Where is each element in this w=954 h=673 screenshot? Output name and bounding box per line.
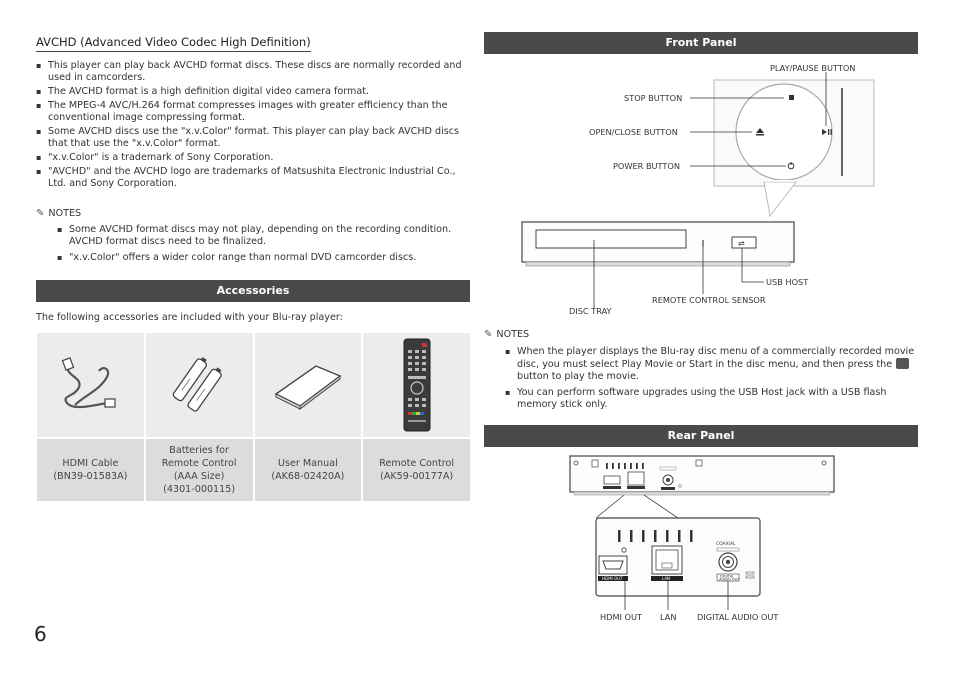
batteries-icon [169, 355, 229, 415]
remote-control-icon [402, 338, 432, 432]
rear-panel-heading: Rear Panel [484, 425, 918, 447]
front-panel-notes-heading [484, 329, 529, 340]
disc-tray-label: DISC TRAY [569, 306, 612, 316]
list-item: ▪ "AVCHD" and the AVCHD logo are trademarks of Matsushita Electronic Industrial Co., Ltd. and Sony Corporation. [36, 166, 468, 190]
notes-heading-label: NOTES [48, 208, 82, 219]
rear-panel-diagram [484, 450, 918, 610]
svg-text:⇌: ⇌ [738, 239, 745, 248]
front-panel-notes-list [505, 346, 919, 415]
list-item: ▪ The AVCHD format is a high definition digital video camera format. [36, 86, 468, 98]
svg-text:DIGITAL: DIGITAL [720, 574, 735, 579]
list-item: ▪ When the player displays the Blu-ray disc menu of a commercially recorded movie disc, you must select Play Movie or Start in the disc menu, and then press the button to play the movie. [505, 346, 919, 383]
usb-host-label: USB HOST [766, 277, 809, 287]
list-item: ▪ You can perform software upgrades using the USB Host jack with a USB flash memory stick only. [505, 387, 919, 411]
remote-sensor-label: REMOTE CONTROL SENSOR [652, 295, 766, 305]
svg-text:COAXIAL: COAXIAL [716, 542, 736, 547]
accessory-item [146, 333, 253, 501]
avchd-bullet-list [36, 60, 468, 192]
accessory-image [363, 333, 470, 437]
accessory-item [363, 333, 470, 501]
user-manual-icon [272, 360, 344, 410]
lan-label: LAN [660, 612, 677, 622]
disc-tray-slot [536, 230, 686, 248]
accessory-item [37, 333, 144, 501]
avchd-notes-heading [36, 208, 81, 219]
accessory-label: HDMI Cable (BN39-01583A) [37, 439, 144, 501]
notes-heading-label: NOTES [496, 329, 530, 340]
svg-text:LAN: LAN [662, 576, 671, 581]
list-item: ▪ This player can play back AVCHD format discs. These discs are normally recorded and used in camcorders. [36, 60, 468, 84]
front-panel-heading: Front Panel [484, 32, 918, 54]
hdmi-cable-icon [55, 355, 125, 415]
accessory-label: Batteries for Remote Control (AAA Size) (4301-000115) [146, 439, 253, 501]
stop-button-label: STOP BUTTON [624, 93, 683, 103]
accessory-label: Remote Control (AK59-00177A) [363, 439, 470, 501]
accessory-image [37, 333, 144, 437]
svg-text:AUDIO OUT: AUDIO OUT [719, 577, 740, 582]
list-item: ▪ Some AVCHD format discs may not play, depending on the recording condition. AVCHD format discs need to be finalized. [57, 224, 469, 248]
front-panel-diagram [484, 56, 918, 320]
accessory-label: User Manual (AK68-02420A) [255, 439, 362, 501]
svg-text:HDMI OUT: HDMI OUT [602, 576, 623, 581]
accessory-item [255, 333, 362, 501]
accessories-heading: Accessories [36, 280, 470, 302]
play-pause-button-label: PLAY/PAUSE BUTTON [770, 63, 856, 73]
list-item: ▪ "x.v.Color" is a trademark of Sony Corporation. [36, 152, 468, 164]
open-close-button-label: OPEN/CLOSE BUTTON [589, 127, 678, 137]
digital-audio-out-label: DIGITAL AUDIO OUT [697, 612, 779, 622]
list-item: ▪ Some AVCHD discs use the "x.v.Color" format. This player can play back AVCHD discs that that use the "x.v.Color" format. [36, 126, 468, 150]
avchd-section-title: AVCHD (Advanced Video Codec High Definition) [36, 35, 311, 52]
list-item: ▪ "x.v.Color" offers a wider color range than normal DVD camcorder discs. [57, 252, 469, 264]
accessories-table [37, 333, 470, 501]
power-button-label: POWER BUTTON [613, 161, 680, 171]
accessories-intro: The following accessories are included with your Blu-ray player: [36, 312, 343, 323]
page-number: 6 [34, 622, 47, 646]
accessory-image [146, 333, 253, 437]
pencil-icon: ✎ [484, 329, 493, 340]
pencil-icon: ✎ [36, 208, 45, 219]
avchd-notes-list [57, 224, 469, 268]
accessory-image [255, 333, 362, 437]
enter-button-icon [896, 358, 909, 369]
stop-icon [789, 95, 794, 100]
list-item: ▪ The MPEG-4 AVC/H.264 format compresses images with greater efficiency than the conventional image compressing format. [36, 100, 468, 124]
hdmi-out-label: HDMI OUT [600, 612, 642, 622]
